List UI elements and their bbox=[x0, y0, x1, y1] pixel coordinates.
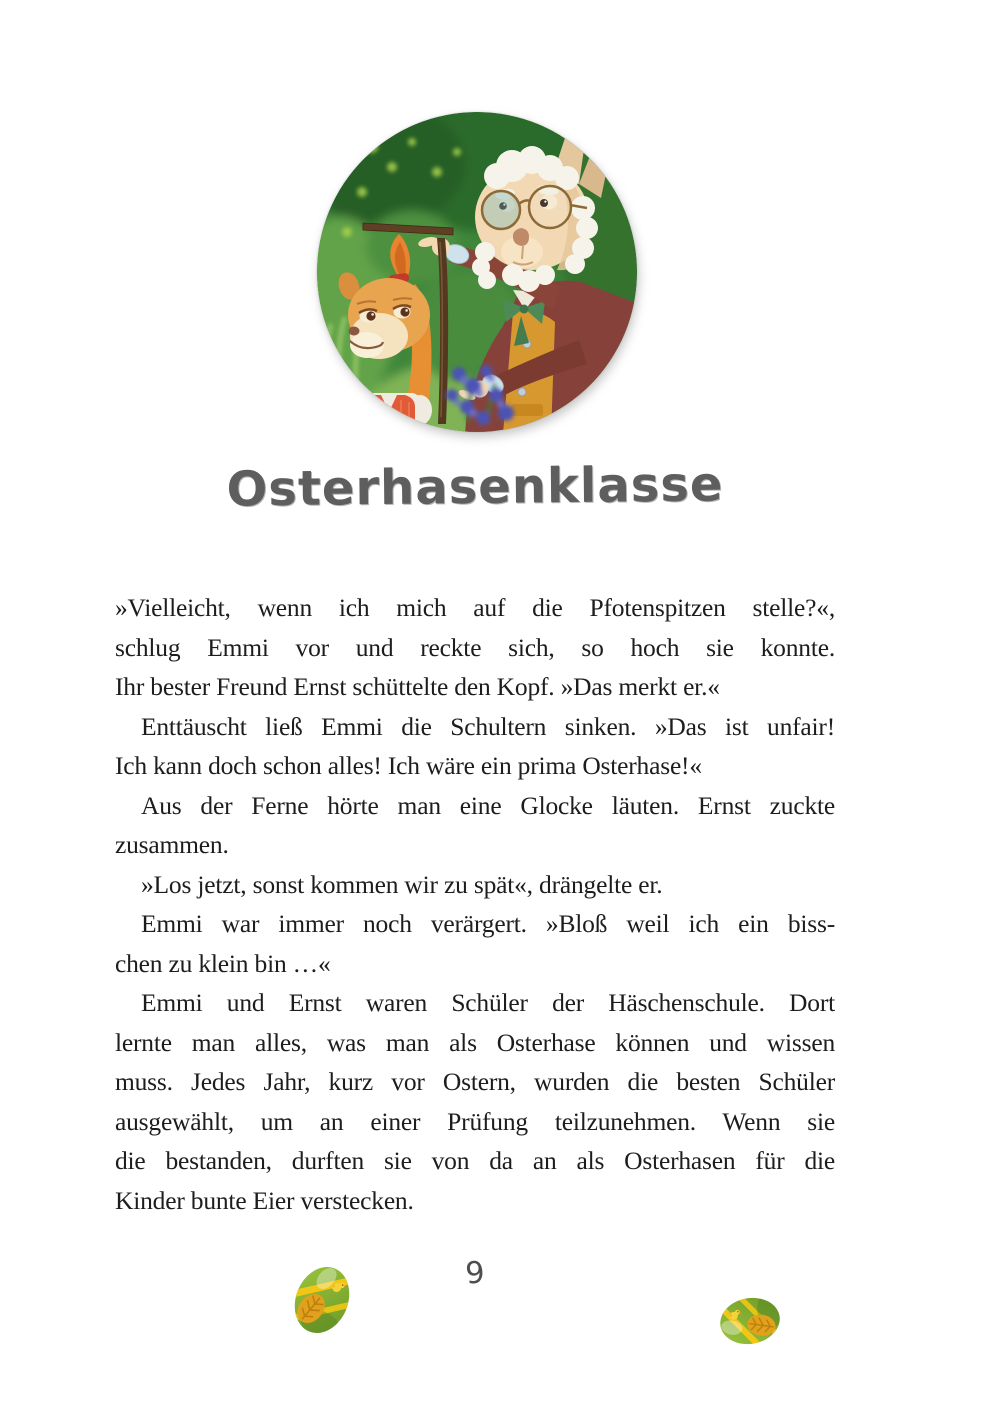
story-line: Kinder bunte Eier verstecken. bbox=[115, 1185, 414, 1215]
chapter-illustration bbox=[317, 112, 637, 432]
squirrel-and-rabbit-illustration bbox=[317, 112, 637, 432]
story-line: schlug Emmi vor und reckte sich, so hoch sie konnte. bbox=[115, 632, 835, 662]
story-line: zusammen. bbox=[115, 830, 229, 859]
story-line: Ihr bester Freund Ernst schüttelte den Kopf. »Das merkt er.« bbox=[115, 672, 720, 701]
page-number: 9 bbox=[463, 1255, 487, 1292]
story-line: muss. Jedes Jahr, kurz vor Ostern, wurden die besten Schüler bbox=[115, 1067, 835, 1096]
story-line: ausgewählt, um an einer Prüfung teilzunehmen. Wenn sie bbox=[115, 1106, 835, 1136]
story-line: Enttäuscht ließ Emmi die Schultern sinken. »Das ist unfair! bbox=[141, 711, 835, 741]
easter-egg-icon bbox=[710, 1289, 790, 1353]
story-line: Emmi war immer noch verärgert. »Bloß weil ich ein biss- bbox=[141, 909, 835, 938]
story-line: lernte man alles, was man als Osterhase können und wissen bbox=[115, 1027, 835, 1057]
chapter-title: Osterhasenklasse bbox=[226, 456, 724, 518]
story-text bbox=[115, 588, 835, 1220]
story-line: Ich kann doch schon alles! Ich wäre ein prima Osterhase!« bbox=[115, 751, 702, 780]
story-line: »Vielleicht, wenn ich mich auf die Pfotenspitzen stelle?«, bbox=[115, 593, 835, 622]
story-line: »Los jetzt, sonst kommen wir zu spät«, drängelte er. bbox=[141, 869, 663, 899]
story-line: die bestanden, durften sie von da an als Osterhasen für die bbox=[115, 1146, 835, 1175]
story-line: Emmi und Ernst waren Schüler der Häschenschule. Dort bbox=[141, 988, 835, 1017]
story-line: Aus der Ferne hörte man eine Glocke läuten. Ernst zuckte bbox=[141, 790, 835, 820]
easter-egg-decoration-right bbox=[710, 1289, 790, 1353]
story-line: chen zu klein bin …« bbox=[115, 948, 331, 978]
